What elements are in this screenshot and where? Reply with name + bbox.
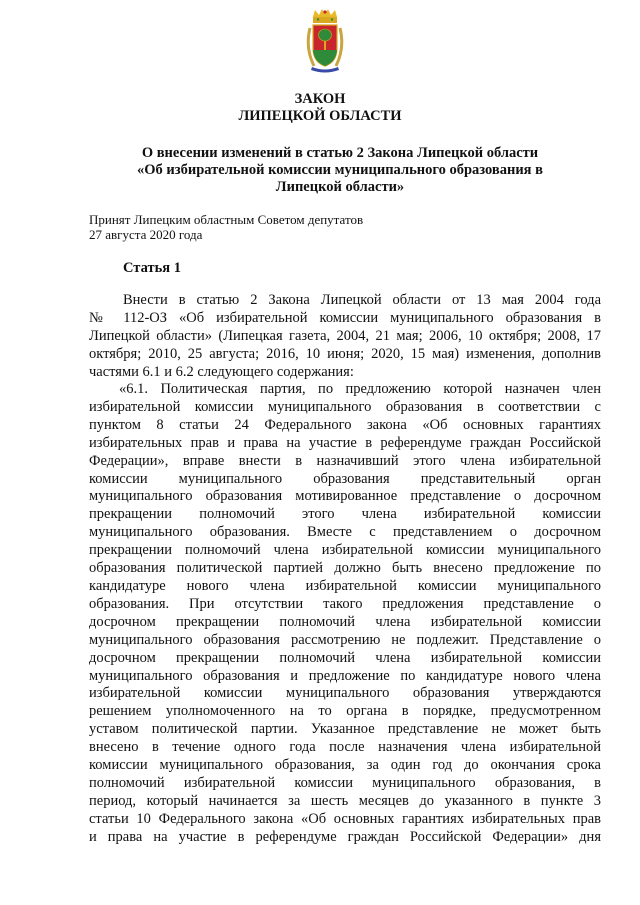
text-line: период, который начинается за шесть месяцев до указанного в пункте 3 (89, 792, 601, 809)
text-line: избирательной комиссии муниципального образования в соответствии с (89, 398, 601, 415)
text-line: Липецкой области» (Липецкая газета, 2004, 21 мая; 2006, 10 октября; 2008, 17 (89, 327, 601, 344)
text-line: уставом политической партии. Указанное представление не может быть (89, 721, 601, 738)
text-line: частями 6.1 и 6.2 следующего содержания: (89, 363, 354, 380)
text-line: муниципального образования и предложение по кандидатуре нового члена (89, 667, 601, 684)
text-line: прекращении полномочий члена избирательной комиссии муниципального (89, 542, 601, 559)
text-line: образования. При отсутствии такого предложения представление о (89, 595, 601, 612)
region-heading: ЛИПЕЦКОЙ ОБЛАСТИ (238, 108, 402, 124)
text-line: Федерации», вправе внести в назначивший этого члена избирательной (89, 452, 601, 469)
text-line: решением уполномоченного на то органа в порядке, предусмотренном (89, 703, 601, 720)
text-line: образования политической партией должно быть внесено предложение по (89, 560, 601, 577)
article-paragraph-1 (89, 292, 601, 382)
subject-line: О внесении изменений в статью 2 Закона Липецкой области (141, 145, 539, 161)
text-line: октября; 2010, 25 августа; 2016, 10 июня; 2020, 15 мая) изменения, дополнив (89, 345, 601, 362)
text-line: избирательных прав и права на участие в референдуме граждан Российской (89, 434, 601, 451)
ribbon-icon (311, 67, 339, 73)
text-line: избирательной комиссии муниципального образования утверждаются (89, 685, 601, 702)
article-paragraph-2 (89, 381, 601, 847)
text-line: полномочий избирательной комиссии муниципального образования, в (89, 774, 601, 791)
article-heading: Статья 1 (123, 260, 181, 276)
text-line: досрочном прекращении полномочий члена избирательной комиссии (89, 649, 601, 666)
text-line: муниципального образования рассмотрению не подлежит. Представление о (89, 631, 601, 648)
coat-of-arms-icon (304, 8, 346, 74)
text-line: муниципального образования. Вместе с представлением о досрочном (89, 524, 601, 541)
text-line: комиссии муниципального образования представительный орган (89, 470, 601, 487)
text-line: прекращении полномочий этого члена избирательной комиссии (89, 506, 601, 523)
text-line: и права на участие в референдуме граждан Российской Федерации» дня (89, 828, 601, 845)
law-heading: ЗАКОН (294, 91, 346, 107)
text-line: внесено в течение одного года после назначения члена избирательной (89, 739, 601, 756)
subject-line: Липецкой области» (275, 179, 405, 195)
text-line: пунктом 8 статьи 24 Федерального закона «Об основных гарантиях (89, 416, 601, 433)
text-line: кандидатуре нового члена избирательной комиссии муниципального (89, 577, 601, 594)
text-line: Внести в статью 2 Закона Липецкой области от 13 мая 2004 года (123, 292, 601, 308)
adoption-info (89, 212, 363, 242)
crown-icon (313, 9, 337, 23)
text-line: № 112-ОЗ «Об избирательной комиссии муниципального образования в (89, 309, 601, 326)
text-line: досрочном прекращении полномочий члена избирательной комиссии (89, 613, 601, 630)
text-line: статьи 10 Федерального закона «Об основных гарантиях избирательных прав (89, 810, 601, 827)
text-line: муниципального образования мотивированное представление о досрочном (89, 488, 601, 505)
adoption-date: 27 августа 2020 года (89, 227, 203, 242)
text-line: комиссии муниципального образования, за один год до окончания срока (89, 757, 601, 774)
adoption-body: Принят Липецким областным Советом депутатов (89, 212, 364, 227)
text-line: «6.1. Политическая партия, по предложению которой назначен член (119, 381, 601, 397)
subject-line: «Об избирательной комиссии муниципального образования в (137, 162, 543, 178)
law-subject-title (100, 145, 580, 196)
